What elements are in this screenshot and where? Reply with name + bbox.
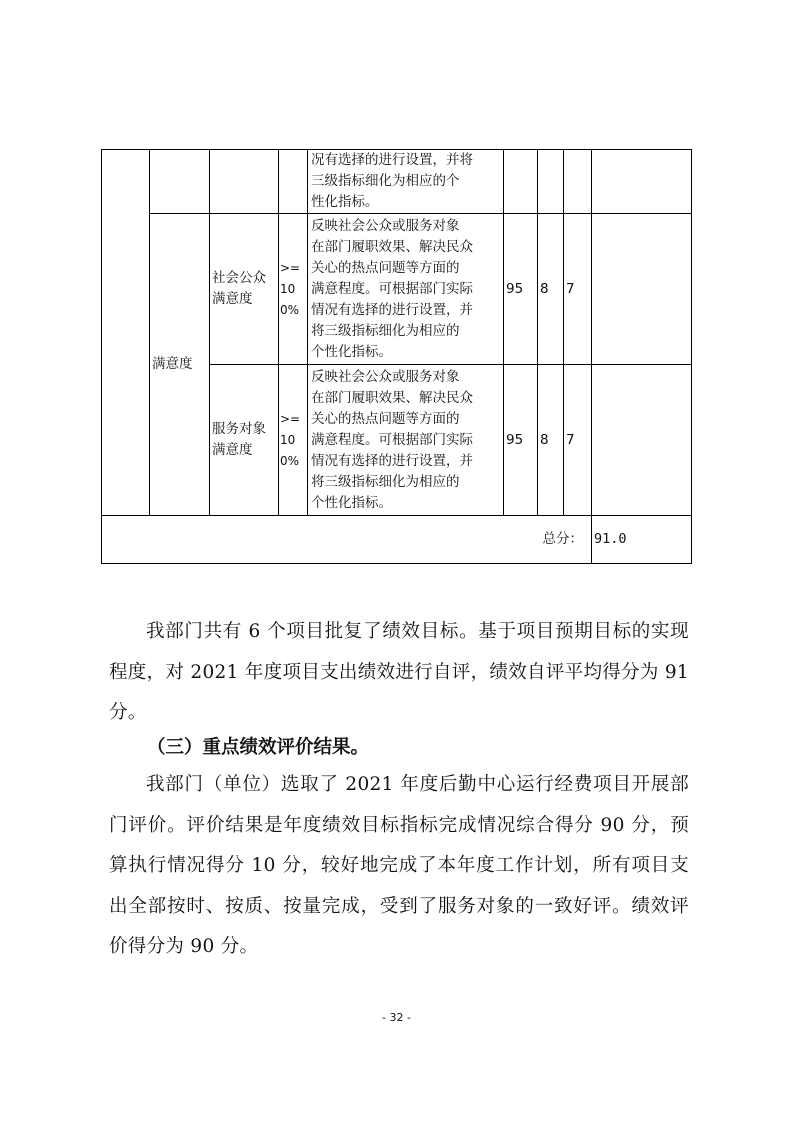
total-label: 总分： <box>102 516 592 564</box>
total-value: 91.0 <box>592 516 692 564</box>
table-row-continued <box>102 150 692 214</box>
target-cell: >=100% <box>279 365 308 516</box>
weight-cell: 8 <box>538 365 564 516</box>
category-cell: 满意度 <box>150 214 210 516</box>
description-cell: 况有选择的进行设置，并将 三级指标细化为相应的个 性化指标。 <box>308 150 504 214</box>
score-cell: 7 <box>564 365 592 516</box>
section-heading: （三）重点绩效评价结果。 <box>147 737 370 758</box>
description-cell: 反映社会公众或服务对象 在部门履职效果、解决民众 关心的热点问题等方面的 满意程度。可根据部门实际 情况有选择的进行设置，并 将三级指标细化为相应的 个性化指标。 <box>308 365 504 516</box>
score-cell <box>564 150 592 214</box>
score-cell: 7 <box>564 214 592 365</box>
remark-cell <box>592 365 692 516</box>
first-level-cell <box>102 150 150 516</box>
weight-cell: 8 <box>538 214 564 365</box>
summary-paragraph: 我部门共有 6 个项目批复了绩效目标。基于项目预期目标的实现程度，对 2021 年度项目支出绩效进行自评，绩效自评平均得分为 91 分。 <box>109 621 689 723</box>
remark-cell <box>592 214 692 365</box>
target-cell <box>279 150 308 214</box>
page-number: - 32 - <box>382 1011 411 1024</box>
table-row <box>102 214 692 365</box>
weight-cell <box>538 150 564 214</box>
actual-cell <box>504 150 538 214</box>
evaluation-paragraph: 我部门（单位）选取了 2021 年度后勤中心运行经费项目开展部门评价。评价结果是年度绩效目标指标完成情况综合得分 90 分，预算执行情况得分 10 分，较好地完成了本年度工作计划，所有项目支出全部按时、按质、按量完成，受到了服务对象的一致好评。绩效评价得分为 90 分。 <box>109 774 689 957</box>
actual-cell: 95 <box>504 365 538 516</box>
actual-cell: 95 <box>504 214 538 365</box>
description-cell: 反映社会公众或服务对象 在部门履职效果、解决民众 关心的热点问题等方面的 满意程度。可根据部门实际 情况有选择的进行设置，并 将三级指标细化为相应的 个性化指标。 <box>308 214 504 365</box>
indicator-cell: 服务对象 满意度 <box>210 365 279 516</box>
indicator-cell <box>210 150 279 214</box>
total-row <box>102 516 692 564</box>
target-cell: >=100% <box>279 214 308 365</box>
remark-cell <box>592 150 692 214</box>
indicator-cell: 社会公众 满意度 <box>210 214 279 365</box>
performance-table <box>101 149 692 564</box>
second-level-cell <box>150 150 210 214</box>
